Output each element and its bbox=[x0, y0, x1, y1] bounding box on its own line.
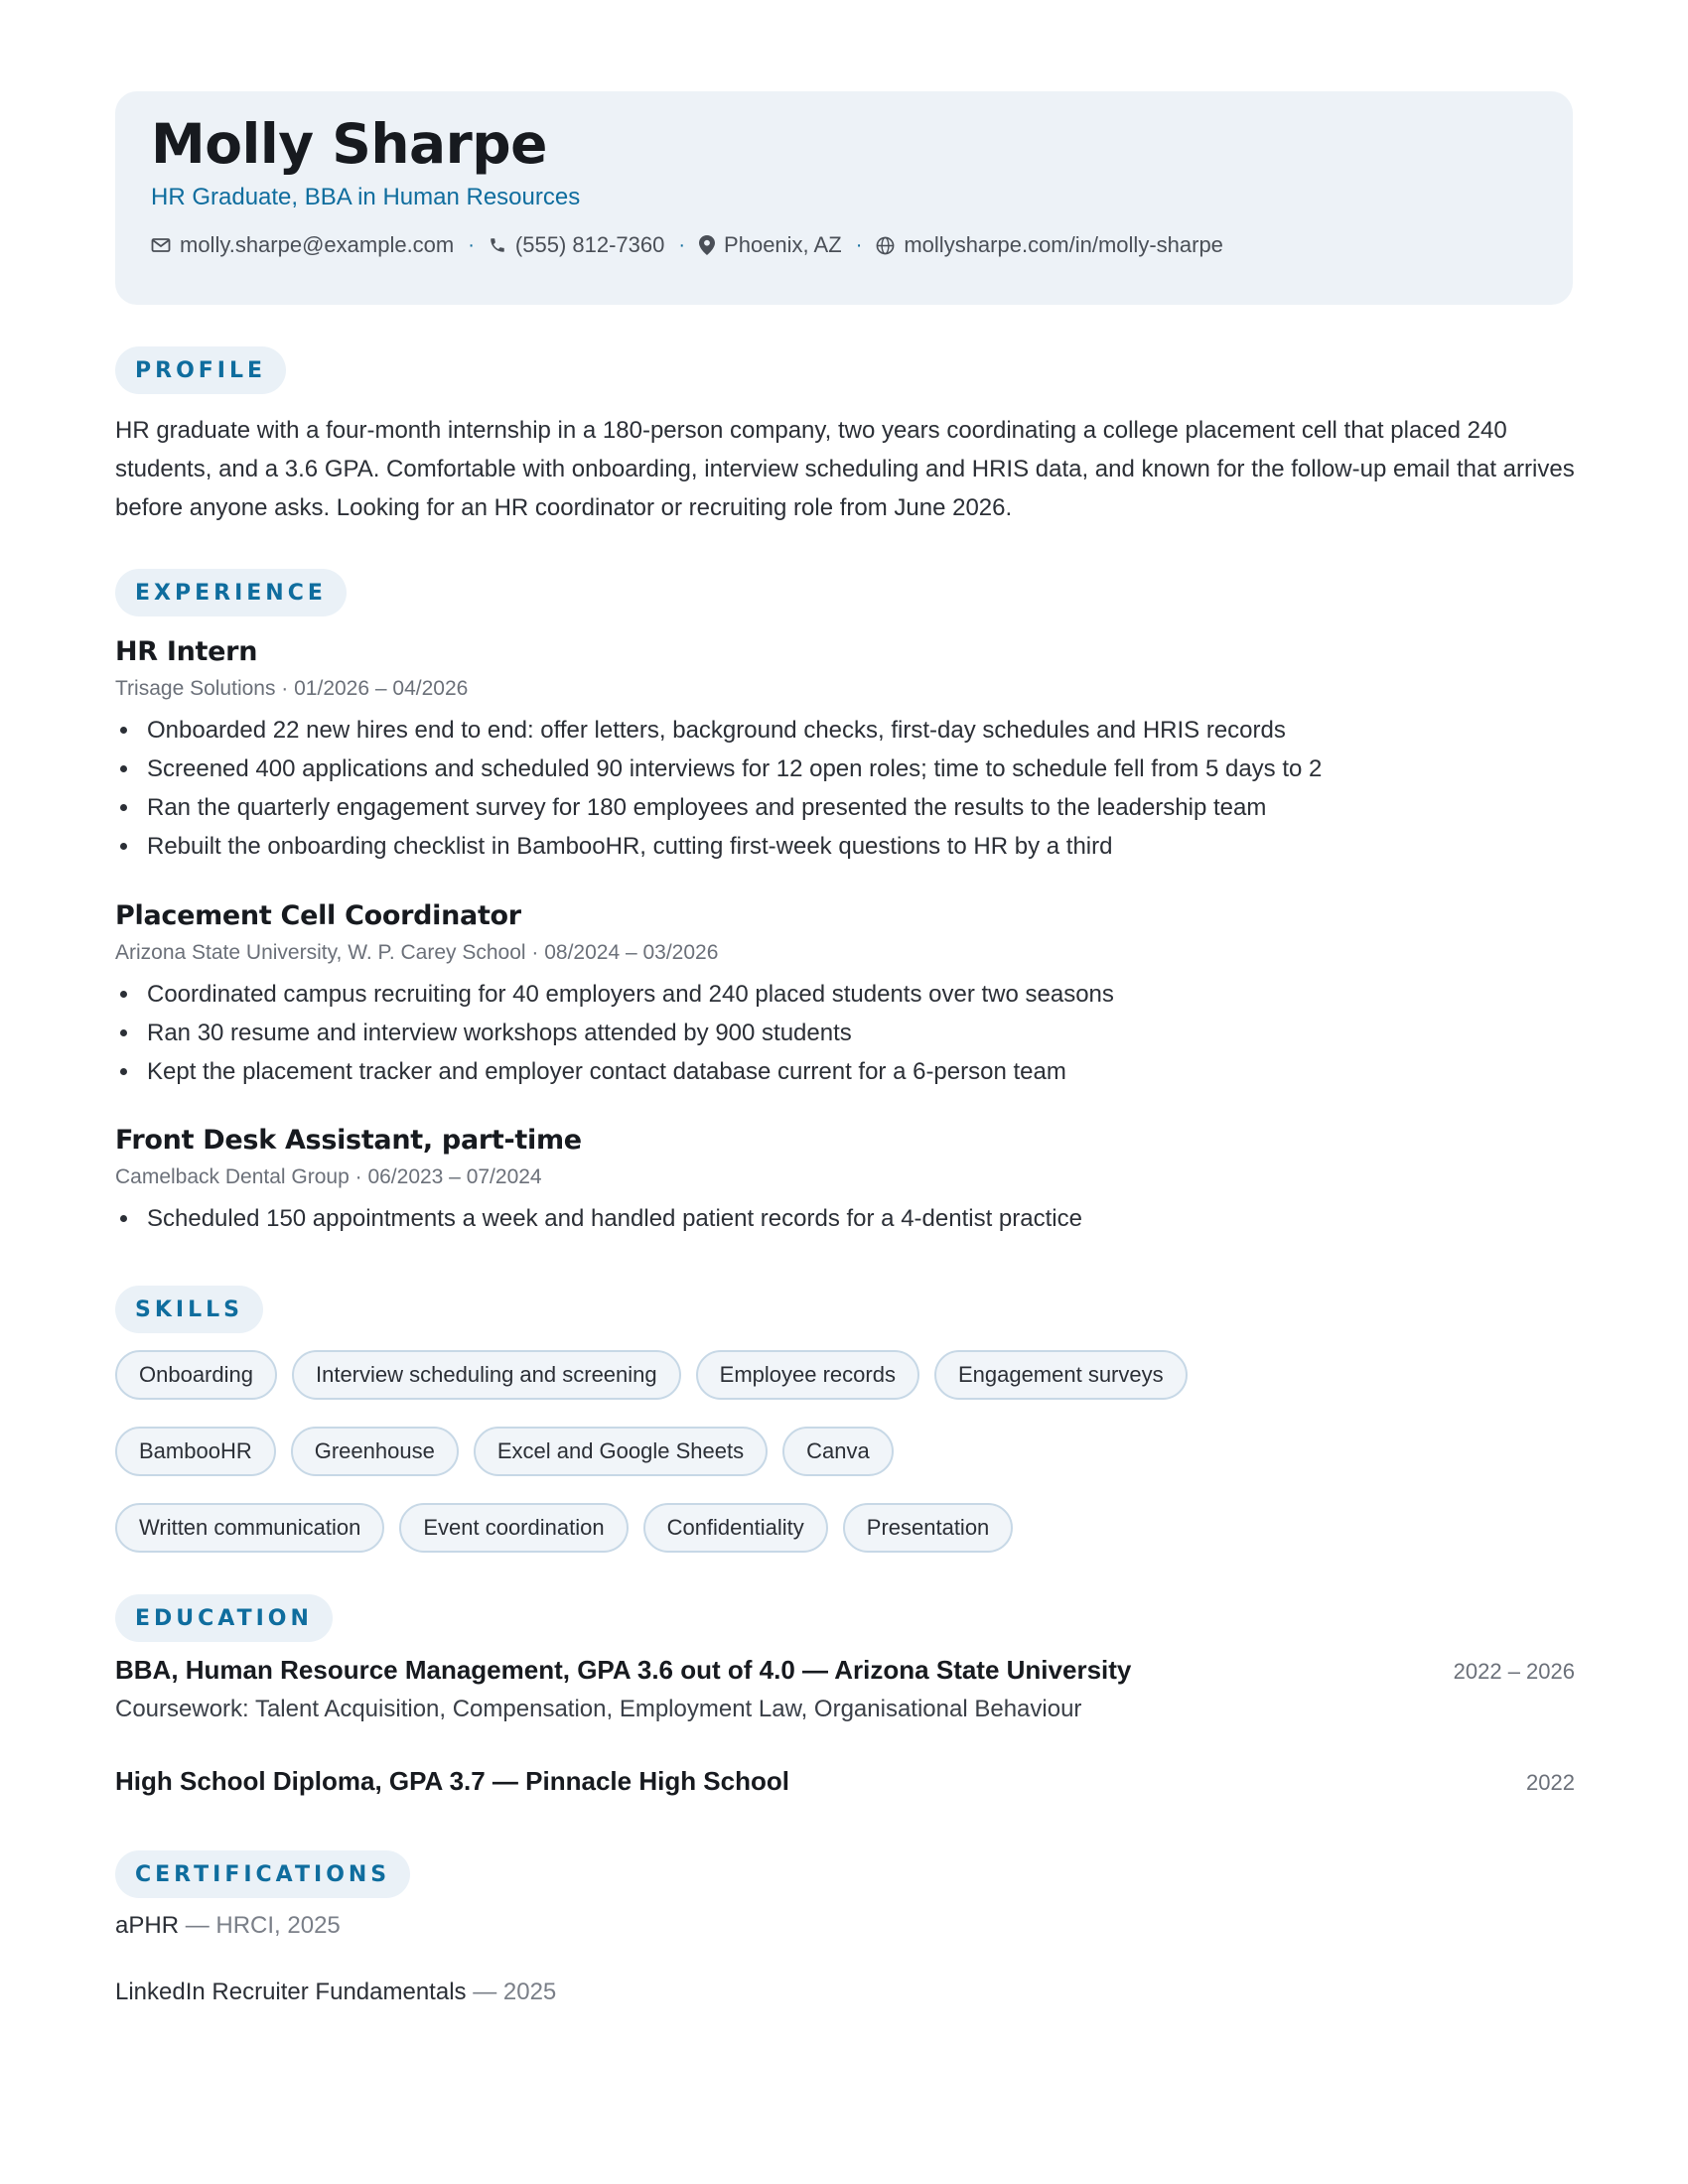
skills-list bbox=[115, 1350, 1575, 1579]
bullet-item: Screened 400 applications and scheduled 90 interviews for 12 open roles; time to schedule fell from 5 days to 2 bbox=[115, 750, 1575, 788]
bullet-item: Scheduled 150 appointments a week and handled patient records for a 4-dentist practice bbox=[115, 1199, 1575, 1238]
bullet-item: Kept the placement tracker and employer contact database current for a 6-person team bbox=[115, 1052, 1575, 1091]
job-title: Placement Cell Coordinator bbox=[115, 900, 521, 931]
certification-name: LinkedIn Recruiter Fundamentals bbox=[115, 1979, 467, 2005]
candidate-name: Molly Sharpe bbox=[151, 112, 547, 176]
job-title: Front Desk Assistant, part-time bbox=[115, 1125, 582, 1156]
job-bullets bbox=[115, 975, 1575, 1091]
section-heading-experience: EXPERIENCE bbox=[115, 569, 347, 616]
job-bullets bbox=[115, 711, 1575, 866]
email-text: molly.sharpe@example.com bbox=[180, 232, 455, 257]
contact-website[interactable] bbox=[876, 232, 1223, 258]
certification-item bbox=[115, 1912, 341, 1940]
degree-title: High School Diploma, GPA 3.7 — Pinnacle High School bbox=[115, 1766, 789, 1796]
phone-icon bbox=[489, 236, 506, 254]
skill-row bbox=[115, 1503, 1575, 1553]
experience-item bbox=[115, 899, 1575, 1091]
experience-item bbox=[115, 635, 1575, 866]
mail-icon bbox=[151, 237, 171, 253]
certification-detail: — HRCI, 2025 bbox=[185, 1912, 341, 1939]
certification-name: aPHR bbox=[115, 1912, 180, 1939]
phone-text: (555) 812-7360 bbox=[514, 232, 665, 257]
job-bullets bbox=[115, 1199, 1575, 1238]
education-item bbox=[115, 1655, 1575, 1723]
header-card bbox=[115, 91, 1573, 305]
location-pin-icon bbox=[699, 235, 715, 255]
bullet-item: Rebuilt the onboarding checklist in BambooHR, cutting first-week questions to HR by a third bbox=[115, 827, 1575, 866]
skill-row bbox=[115, 1350, 1575, 1400]
education-item bbox=[115, 1766, 1575, 1797]
skill-row bbox=[115, 1427, 1575, 1476]
section-heading-skills: SKILLS bbox=[115, 1286, 263, 1333]
degree-title: BBA, Human Resource Management, GPA 3.6 out of 4.0 — Arizona State University bbox=[115, 1655, 1132, 1685]
separator-dot: · bbox=[468, 233, 475, 256]
website-text: mollysharpe.com/in/molly-sharpe bbox=[904, 232, 1223, 257]
contact-line bbox=[151, 232, 1537, 258]
experience-item bbox=[115, 1124, 1575, 1238]
skill-chip: Engagement surveys bbox=[934, 1350, 1188, 1400]
job-meta: Arizona State University, W. P. Carey School · 08/2024 – 03/2026 bbox=[115, 941, 719, 964]
location-text: Phoenix, AZ bbox=[724, 232, 842, 257]
job-meta: Trisage Solutions · 01/2026 – 04/2026 bbox=[115, 677, 469, 700]
bullet-item: Coordinated campus recruiting for 40 employers and 240 placed students over two seasons bbox=[115, 975, 1575, 1014]
skill-chip: BambooHR bbox=[115, 1427, 276, 1476]
section-heading-education: EDUCATION bbox=[115, 1594, 333, 1642]
skill-chip: Written communication bbox=[115, 1503, 384, 1553]
skill-chip: Canva bbox=[782, 1427, 894, 1476]
candidate-subtitle: HR Graduate, BBA in Human Resources bbox=[151, 184, 581, 210]
separator-dot: · bbox=[678, 233, 686, 256]
skill-chip: Event coordination bbox=[399, 1503, 628, 1553]
separator-dot: · bbox=[855, 233, 863, 256]
section-heading-profile: PROFILE bbox=[115, 346, 286, 394]
skill-chip: Presentation bbox=[843, 1503, 1014, 1553]
bullet-item: Onboarded 22 new hires end to end: offer letters, background checks, first-day schedules and HRIS records bbox=[115, 711, 1575, 750]
skill-chip: Greenhouse bbox=[291, 1427, 459, 1476]
bullet-item: Ran the quarterly engagement survey for 180 employees and presented the results to the leadership team bbox=[115, 788, 1575, 827]
job-title: HR Intern bbox=[115, 636, 258, 667]
certification-detail: — 2025 bbox=[473, 1979, 557, 2005]
contact-email[interactable] bbox=[151, 232, 454, 258]
contact-location bbox=[699, 232, 842, 258]
globe-icon bbox=[876, 236, 895, 255]
skill-chip: Onboarding bbox=[115, 1350, 277, 1400]
skill-chip: Interview scheduling and screening bbox=[292, 1350, 681, 1400]
bullet-item: Ran 30 resume and interview workshops attended by 900 students bbox=[115, 1014, 1575, 1052]
job-meta: Camelback Dental Group · 06/2023 – 07/2024 bbox=[115, 1165, 542, 1188]
profile-summary: HR graduate with a four-month internship in a 180-person company, two years coordinating a college placement cell that placed 240 students, and a 3.6 GPA. Comfortable with onboarding, interview scheduling and HRIS data, and known for the follow-up email that arrives before anyone asks. Looking for an HR coordinator or recruiting role from June 2026. bbox=[115, 417, 1575, 521]
contact-phone[interactable] bbox=[489, 232, 664, 258]
section-heading-certifications: CERTIFICATIONS bbox=[115, 1850, 410, 1898]
degree-dates: 2022 bbox=[1526, 1770, 1575, 1795]
skill-chip: Employee records bbox=[696, 1350, 919, 1400]
skill-chip: Excel and Google Sheets bbox=[474, 1427, 768, 1476]
degree-dates: 2022 – 2026 bbox=[1453, 1659, 1575, 1684]
coursework: Coursework: Talent Acquisition, Compensation, Employment Law, Organisational Behaviour bbox=[115, 1696, 1082, 1722]
certification-item bbox=[115, 1979, 556, 2006]
skill-chip: Confidentiality bbox=[643, 1503, 828, 1553]
